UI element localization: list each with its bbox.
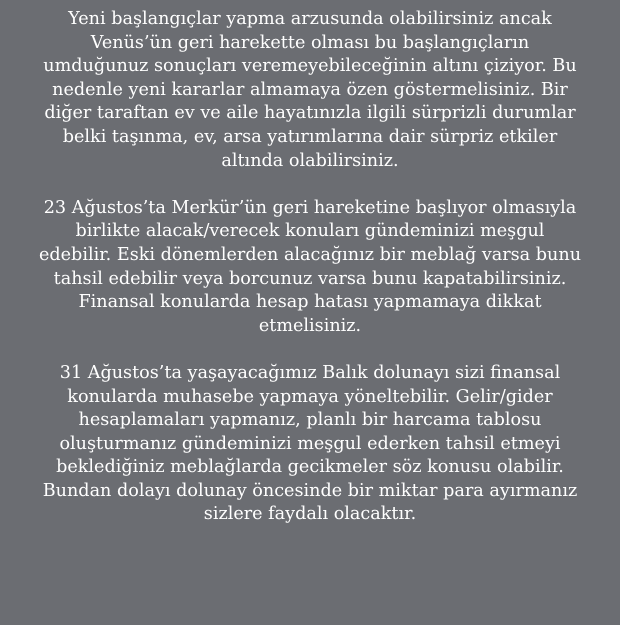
text-line: sizlere faydalı olacaktır.	[203, 504, 417, 525]
text-line: Finansal konularda hesap hatası yapmamaya dikkat	[78, 292, 542, 313]
paragraph-venus-retrograde	[10, 8, 610, 173]
text-line: belki taşınma, ev, arsa yatırımlarına dair sürpriz etkiler	[62, 126, 558, 147]
text-line: beklediğiniz meblağlarda gecikmeler söz konusu olabilir.	[56, 457, 564, 478]
text-line: 31 Ağustos’ta yaşayacağımız Balık dolunayı sizi finansal	[59, 362, 561, 383]
text-line: diğer taraftan ev ve aile hayatınızla ilgili sürprizli durumlar	[44, 103, 576, 124]
text-line: etmelisiniz.	[258, 315, 362, 336]
paragraph-pisces-full-moon	[10, 362, 610, 527]
text-line: konularda muhasebe yapmaya yöneltebilir. Gelir/gider	[67, 386, 553, 407]
text-line: 23 Ağustos’ta Merkür’ün geri hareketine başlıyor olmasıyla	[43, 197, 577, 218]
text-line: altında olabilirsiniz.	[221, 150, 399, 171]
paragraph-mercury-retrograde	[10, 197, 610, 339]
text-line: umduğunuz sonuçları veremeyebileceğinin altını çiziyor. Bu	[43, 56, 577, 77]
text-line: birlikte alacak/verecek konuları gündeminizi meşgul	[75, 221, 545, 242]
text-line: Bundan dolayı dolunay öncesinde bir miktar para ayırmanız	[42, 480, 578, 501]
text-line: edebilir. Eski dönemlerden alacağınız bir meblağ varsa bunu	[38, 244, 582, 265]
text-line: nedenle yeni kararlar almamaya özen göstermelisiniz. Bir	[52, 79, 568, 100]
text-line: tahsil edebilir veya borcunuz varsa bunu kapatabilirsiniz.	[53, 268, 567, 289]
text-line: Venüs’ün geri harekette olması bu başlangıçların	[90, 32, 530, 53]
text-line: Yeni başlangıçlar yapma arzusunda olabilirsiniz ancak	[68, 9, 552, 29]
text-line: hesaplamaları yapmanız, planlı bir harcama tablosu	[78, 410, 542, 431]
text-line: oluşturmanız gündeminizi meşgul ederken tahsil etmeyi	[59, 433, 561, 454]
